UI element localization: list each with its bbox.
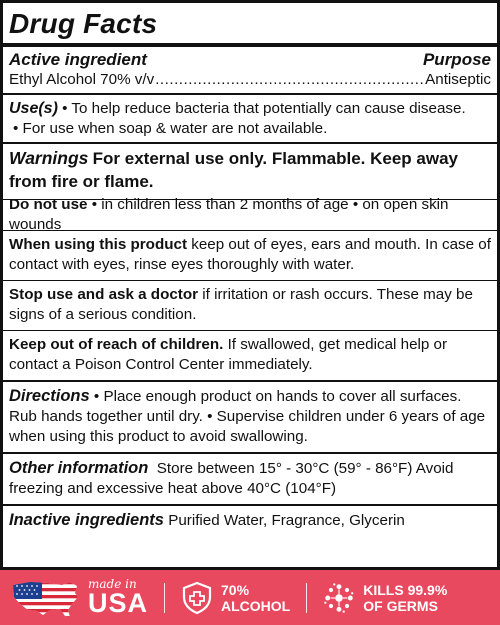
purpose-heading: Purpose (422, 50, 491, 69)
when-using-text: keep out of eyes, ears and mouth. In case of contact with eyes, rinse eyes thoroughly with water. (9, 236, 491, 273)
inactive-label: Inactive ingredients (9, 511, 164, 529)
active-header-row (9, 47, 491, 70)
uses-line-1 (9, 99, 491, 119)
alcohol-percent: 70% (221, 581, 250, 598)
made-in-usa-text (88, 578, 148, 617)
inactive-section (3, 506, 497, 536)
directions-label: Directions (9, 387, 90, 405)
directions-text: • Place enough product on hands to cover all surfaces. Rub hands together until dry. • Supervise children under 6 years of age when using this product to avoid swallowing. (9, 388, 486, 445)
stop-use-text: if irritation or rash occurs. These may be signs of a serious condition. (9, 286, 473, 323)
keep-out-text: If swallowed, get medical help or contact a Poison Control Center immediately. (9, 336, 448, 373)
drug-facts-title: Drug Facts (9, 8, 158, 39)
other-info-section (3, 454, 497, 504)
active-ingredient-heading: Active ingredient (9, 50, 147, 69)
usa-label: USA (88, 588, 149, 618)
active-ingredient-section (3, 47, 497, 93)
keep-out-section (3, 331, 497, 380)
stop-use-label: Stop use and ask a doctor (9, 286, 199, 303)
do-not-use-section (3, 196, 497, 233)
keep-out-label: Keep out of reach of children. (9, 336, 224, 353)
made-in-usa-badge (0, 570, 148, 625)
do-not-use-text: • in children less than 2 months of age • on open skin wounds (9, 196, 449, 233)
warnings-section (3, 144, 497, 199)
alcohol-word: ALCOHOL (221, 597, 291, 614)
feature-banner (0, 570, 500, 625)
kills-germs-badge (323, 570, 447, 625)
stop-use-section (3, 281, 497, 330)
do-not-use-label: Do not use (9, 196, 88, 213)
uses-text-1: • To help reduce bacteria that potentially can cause disease. (62, 100, 466, 117)
inactive-text: Purified Water, Fragrance, Glycerin (168, 512, 405, 529)
kills-germs-text (363, 582, 447, 614)
ingredient-name: Ethyl Alcohol 70% v/v (9, 71, 155, 88)
alcohol-text (221, 582, 290, 614)
warnings-label: Warnings (9, 148, 89, 168)
germ-burst-icon (323, 581, 355, 615)
shield-plus-icon (181, 581, 213, 615)
other-info-text: Store between 15° - 30°C (59° - 86°F) Avoid freezing and excessive heat above 40°C (104°F) (9, 460, 454, 497)
kills-line-2: OF GERMS (363, 597, 438, 614)
banner-divider-1 (164, 583, 165, 613)
kills-line-1: KILLS 99.9% (363, 581, 448, 598)
uses-label: Use(s) (9, 100, 58, 117)
uses-section (3, 95, 497, 142)
directions-section (3, 382, 497, 452)
leader-dots (155, 70, 424, 90)
active-ingredient-row (9, 70, 491, 93)
warnings-text: For external use only. Flammable. Keep away from fire or flame. (9, 149, 458, 191)
made-in-label: made in (88, 577, 137, 591)
when-using-label: When using this product (9, 236, 188, 253)
alcohol-badge (181, 570, 290, 625)
usa-flag-map-icon (10, 577, 82, 619)
banner-divider-2 (306, 583, 307, 613)
uses-line-2: • For use when soap & water are not available. (13, 120, 328, 137)
ingredient-purpose: Antiseptic (425, 71, 491, 88)
other-info-label: Other information (9, 459, 149, 477)
when-using-section (3, 231, 497, 280)
